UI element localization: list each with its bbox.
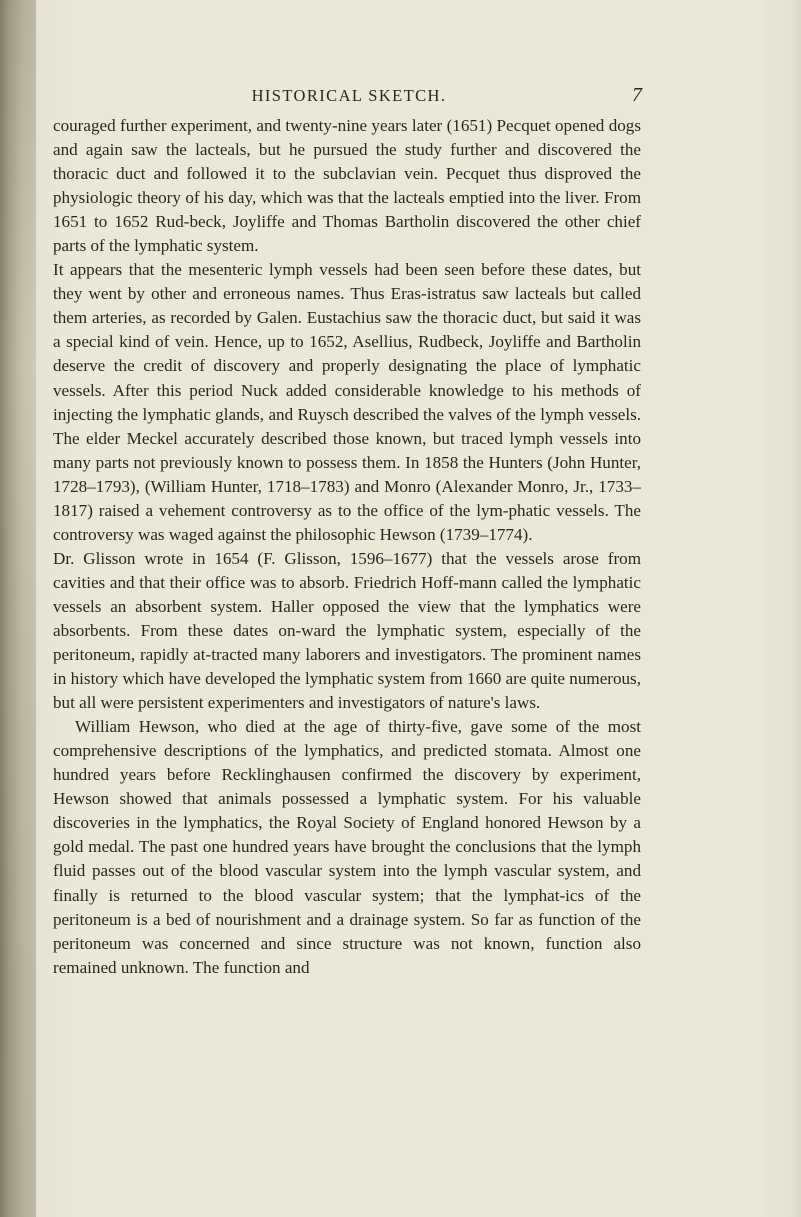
binding-gutter-shadow (0, 0, 36, 1217)
page-number: 7 (632, 84, 642, 106)
paragraph: It appears that the mesenteric lymph vessels had been seen before these dates, but they went by other and erroneous names. Thus Eras-istratus saw lacteals but called them arteries, as recorded by Galen. Eustachius saw the thoracic duct, but said it was a special kind of vein. Hence, up to 1652, Asellius, Rudbeck, Joyliffe and Bartholin deserve the credit of discovery and properly designating the place of lymphatic vessels. After this period Nuck added considerable knowledge to his methods of injecting the lymphatic glands, and Ruysch described the valves of the lymph vessels. The elder Meckel accurately described those known, but traced lymph vessels into many parts not previously known to possess them. In 1858 the Hunters (John Hunter, 1728–1793), (William Hunter, 1718–1783) and Monro (Alexander Monro, Jr., 1733–1817) raised a vehement controversy as to the office of the lym-phatic vessels. The controversy was waged against the philosophic Hewson (1739–1774). (53, 260, 641, 544)
paragraph: couraged further experiment, and twenty-nine years later (1651) Pecquet opened dogs and again saw the lacteals, but he pursued the study further and discovered the thoracic duct and followed it to the subclavian vein. Pecquet thus disproved the physiologic theory of his day, which was that the lacteals emptied into the liver. From 1651 to 1652 Rud-beck, Joyliffe and Thomas Bartholin discovered the other chief parts of the lymphatic system. (53, 116, 641, 256)
running-title: HISTORICAL SKETCH. (251, 86, 447, 105)
body-text (53, 114, 641, 980)
paragraph: Dr. Glisson wrote in 1654 (F. Glisson, 1596–1677) that the vessels arose from cavities and that their office was to absorb. Friedrich Hoff-mann called the lymphatic vessels an absorbent system. Haller opposed the view that the lymphatics were absorbents. From these dates on-ward the lymphatic system, especially of the peritoneum, rapidly at-tracted many laborers and investigators. The prominent names in history which have developed the lymphatic system from 1660 are quite numerous, but all were persistent experimenters and investigators of nature's laws. (53, 548, 641, 713)
running-head (60, 84, 642, 108)
paragraph: William Hewson, who died at the age of thirty-five, gave some of the most comprehensive descriptions of the lymphatics, and predicted stomata. Almost one hundred years before Recklinghausen confirmed the discovery by experiment, Hewson showed that animals possessed a lymphatic system. For his valuable discoveries in the lymphatics, the Royal Society of England honored Hewson by a gold medal. The past one hundred years have brought the conclusions that the lymph fluid passes out of the blood vascular system into the lymph vascular system, and finally is returned to the blood vascular system; that the lymphat-ics of the peritoneum is a bed of nourishment and a drainage system. So far as function of the peritoneum was concerned and since structure was not known, function also remained unknown. The function and (53, 717, 641, 977)
